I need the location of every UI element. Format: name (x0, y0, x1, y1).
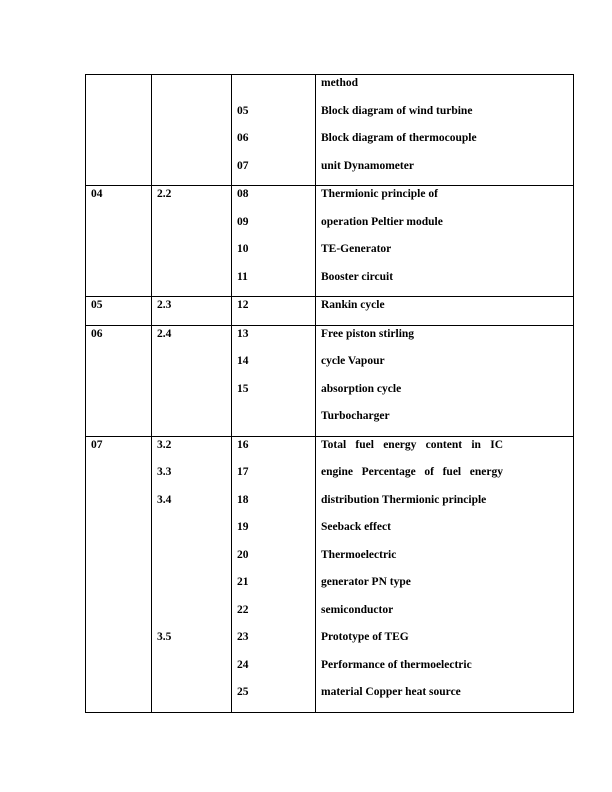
figure-title-cell: method Block diagram of wind turbine Block diagram of thermocouple unit Dynamometer (316, 75, 574, 186)
figure-number-cell: 12 (232, 297, 316, 326)
figure-number-cell: 05 06 07 (232, 75, 316, 186)
figure-title-cell: Rankin cycle (316, 297, 574, 326)
section-cell (152, 75, 232, 186)
table-row (86, 325, 574, 436)
section-cell: 3.2 3.3 3.4 3.5 (152, 436, 232, 712)
chapter-cell: 04 (86, 186, 152, 297)
table-row (86, 297, 574, 326)
section-cell: 2.3 (152, 297, 232, 326)
chapter-cell: 06 (86, 325, 152, 436)
section-cell: 2.2 (152, 186, 232, 297)
figures-table (85, 74, 574, 713)
figure-number-cell: 16 17 18 19 20 21 22 23 24 25 (232, 436, 316, 712)
chapter-cell: 07 (86, 436, 152, 712)
section-cell: 2.4 (152, 325, 232, 436)
table-row (86, 436, 574, 712)
figure-title-cell: Free piston stirling cycle Vapour absorption cycle Turbocharger (316, 325, 574, 436)
chapter-cell (86, 75, 152, 186)
table-row (86, 186, 574, 297)
figure-number-cell: 08 09 10 11 (232, 186, 316, 297)
figure-title-cell: Thermionic principle of operation Peltier module TE-Generator Booster circuit (316, 186, 574, 297)
figure-title-cell: Total fuel energy content in IC engine Percentage of fuel energy distribution Thermionic principle Seeback effect Thermoelectric generator PN type semiconductor Prototype of TEG Performance of thermoelectric material Copper heat source (316, 436, 574, 712)
figure-number-cell: 13 14 15 (232, 325, 316, 436)
chapter-cell: 05 (86, 297, 152, 326)
table-row (86, 75, 574, 186)
